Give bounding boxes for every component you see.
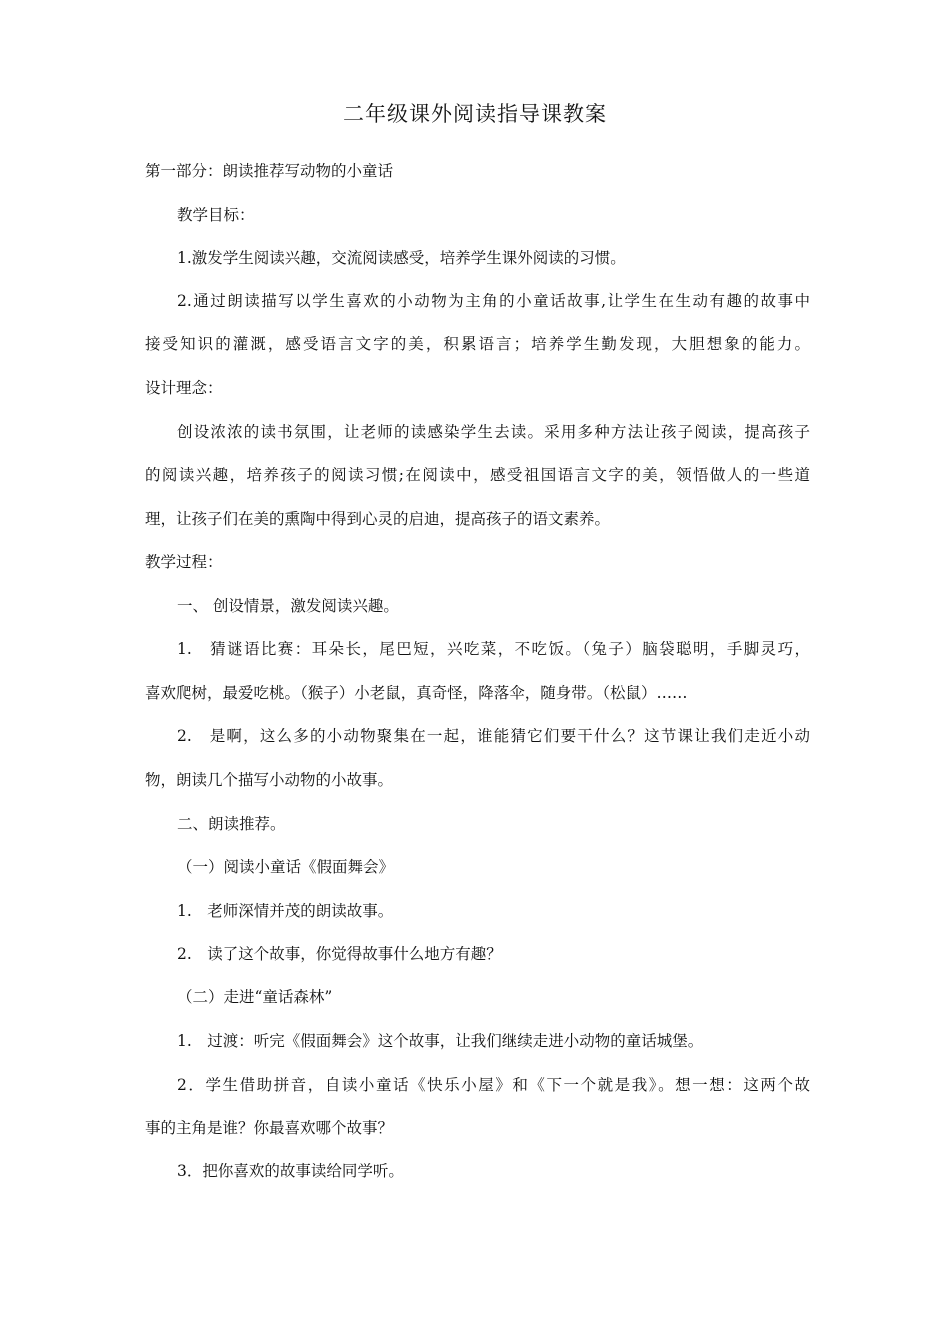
paragraph-line: 理，让孩子们在美的熏陶中得到心灵的启迪，提高孩子的语文素养。: [145, 510, 611, 528]
paragraph-line: 接受知识的灌溉，感受语言文字的美，积累语言；培养学生勤发现，大胆想象的能力。: [145, 335, 810, 353]
paragraph-line: 教学过程：: [145, 553, 223, 571]
paragraph-line: 2. 读了这个故事，你觉得故事什么地方有趣？: [177, 945, 502, 963]
paragraph-line: 的阅读兴趣，培养孩子的阅读习惯;在阅读中，感受祖国语言文字的美，领悟做人的一些道: [145, 466, 810, 484]
paragraph-line: 创设浓浓的读书氛围，让老师的读感染学生去读。采用多种方法让孩子阅读，提高孩子: [177, 423, 810, 441]
paragraph-line: 1. 老师深情并茂的朗读故事。: [177, 902, 394, 920]
paragraph-line: 物，朗读几个描写小动物的小故事。: [145, 771, 394, 789]
document-title: 二年级课外阅读指导课教案: [343, 102, 607, 126]
paragraph-line: 2.通过朗读描写以学生喜欢的小动物为主角的小童话故事,让学生在生动有趣的故事中: [177, 292, 810, 310]
paragraph-line: 1. 过渡：听完《假面舞会》这个故事，让我们继续走进小动物的童话城堡。: [177, 1032, 704, 1050]
paragraph-line: （一）阅读小童话《假面舞会》: [177, 858, 395, 876]
paragraph-line: 3．把你喜欢的故事读给同学听。: [177, 1162, 404, 1180]
paragraph-line: 1. 猜谜语比赛：耳朵长，尾巴短，兴吃菜，不吃饭。（兔子）脑袋聪明，手脚灵巧，: [177, 640, 810, 658]
section-heading: 第一部分：朗读推荐写动物的小童话: [145, 162, 394, 180]
paragraph-line: 2．学生借助拼音，自读小童话《快乐小屋》和《下一个就是我》。想一想：这两个故: [177, 1076, 810, 1094]
paragraph-line: 设计理念：: [145, 379, 223, 397]
paragraph-line: 喜欢爬树，最爱吃桃。（猴子）小老鼠，真奇怪，降落伞，随身带。（松鼠）……: [145, 684, 688, 702]
paragraph-line: 二、朗读推荐。: [177, 815, 286, 833]
paragraph-line: 1.激发学生阅读兴趣，交流阅读感受，培养学生课外阅读的习惯。: [177, 249, 626, 267]
paragraph-line: 教学目标：: [177, 206, 255, 224]
paragraph-line: 一、 创设情景，激发阅读兴趣。: [177, 597, 399, 615]
paragraph-line: 2. 是啊，这么多的小动物聚集在一起，谁能猜它们要干什么？这节课让我们走近小动: [177, 727, 810, 745]
paragraph-line: 事的主角是谁？你最喜欢哪个故事？: [145, 1119, 394, 1137]
paragraph-line: （二）走进“童话森林”: [177, 988, 333, 1006]
